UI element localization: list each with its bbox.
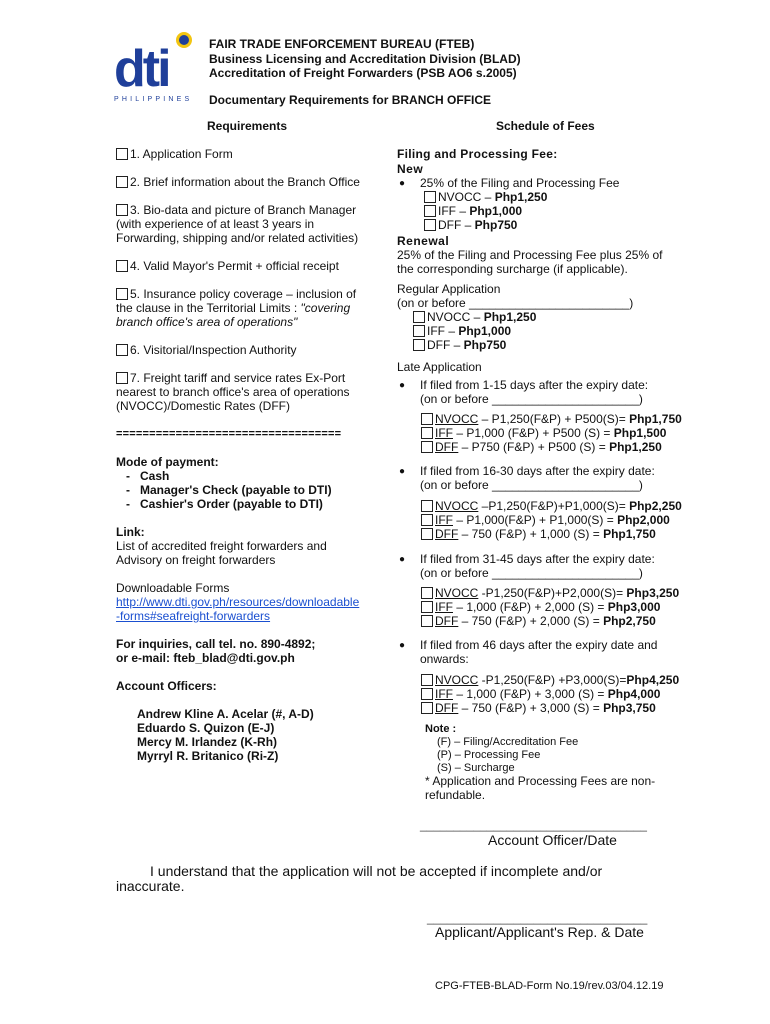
regular-fee-nvocc: NVOCC – Php1,250 [413,310,536,325]
req-item-7-line3: (NVOCC)/Domestic Rates (DFF) [116,399,291,413]
officer-name: Mercy M. Irlandez (K-Rh) [137,735,278,749]
payment-item: - Manager's Check (payable to DTI) [126,483,332,497]
applicant-signature-label: Applicant/Applicant's Rep. & Date [435,924,644,940]
requirements-heading: Requirements [207,119,288,133]
regular-fee-iff: IFF – Php1,000 [413,324,511,339]
late-fee-row: NVOCC -P1,250(F&P)+P2,000(S)= Php3,250 [421,586,679,601]
new-fee-nvocc: NVOCC – Php1,250 [424,190,547,205]
checkbox[interactable] [116,148,128,160]
svg-text:dti: dti [114,40,169,98]
late-cond: If filed from 46 days after the expiry date and [420,638,658,652]
late-fee-row: IFF – P1,000 (F&P) + P500 (S) = Php1,500 [421,426,666,441]
late-cond-date: onwards: [420,652,469,666]
req-item-3: 3. Bio-data and picture of Branch Manager [116,203,356,218]
late-fee-row: IFF – P1,000(F&P) + P1,000(S) = Php2,000 [421,513,670,528]
req-item-3-line3: Forwarding, shipping and/or related activities) [116,231,359,245]
bullet-icon: ● [399,554,406,565]
checkbox[interactable] [421,688,433,700]
bullet-icon: ● [399,466,406,477]
checkbox[interactable] [421,674,433,686]
late-fee-row: DFF – 750 (F&P) + 2,000 (S) = Php2,750 [421,614,656,629]
late-fee-row: NVOCC -P1,250(F&P) +P3,000(S)=Php4,250 [421,673,679,688]
late-fee-row: NVOCC –P1,250(F&P)+P1,000(S)= Php2,250 [421,499,682,514]
late-cond: If filed from 1-15 days after the expiry date: [420,378,649,392]
officer-name: Eduardo S. Quizon (E-J) [137,721,275,735]
req-item-3-line2: (with experience of at least 3 years in [116,217,315,231]
checkbox[interactable] [116,260,128,272]
req-item-6: 6. Visitorial/Inspection Authority [116,343,297,358]
checkbox[interactable] [421,528,433,540]
checkbox[interactable] [116,204,128,216]
checkbox[interactable] [116,288,128,300]
note-item: (S) – Surcharge [437,762,515,774]
separator: ================================== [116,428,342,440]
payment-item: - Cashier's Order (payable to DTI) [126,497,323,511]
checkbox[interactable] [424,205,436,217]
note-label: Note : [425,723,457,735]
req-item-5-line3: branch office's area of operations" [116,315,298,329]
checkbox[interactable] [421,702,433,714]
header-division: Business Licensing and Accreditation Division (BLAD) [209,52,521,66]
new-fee-dff: DFF – Php750 [424,218,517,233]
late-cond-date: (on or before ______________________) [420,392,643,406]
note-item: (F) – Filing/Accreditation Fee [437,736,579,748]
new-bullet-text: 25% of the Filing and Processing Fee [420,176,620,190]
req-item-7-line2: nearest to branch office's area of operations [116,385,350,399]
filing-heading: Filing and Processing Fee: [397,147,558,161]
regular-date: (on or before ________________________) [397,296,634,310]
req-item-5-line2: the clause in the Territorial Limits : "covering [116,301,351,315]
checkbox[interactable] [421,615,433,627]
checkbox[interactable] [421,441,433,453]
checkbox[interactable] [424,219,436,231]
late-fee-row: NVOCC – P1,250(F&P) + P500(S)= Php1,750 [421,412,682,427]
inquiries-phone: For inquiries, call tel. no. 890-4892; [116,637,316,651]
link-text-1: List of accredited freight forwarders and [116,539,327,553]
checkbox[interactable] [421,427,433,439]
checkbox[interactable] [116,176,128,188]
late-cond: If filed from 16-30 days after the expiry date: [420,464,655,478]
inquiries-email: or e-mail: fteb_blad@dti.gov.ph [116,651,295,665]
checkbox[interactable] [421,500,433,512]
header-title: FAIR TRADE ENFORCEMENT BUREAU (FTEB) [209,37,475,51]
new-label: New [397,162,424,176]
checkbox[interactable] [116,372,128,384]
new-fee-iff: IFF – Php1,000 [424,204,522,219]
note-item: (P) – Processing Fee [437,749,541,761]
renewal-text-2: the corresponding surcharge (if applicable). [397,262,628,276]
renewal-label: Renewal [397,234,450,248]
checkbox[interactable] [413,339,425,351]
req-item-4: 4. Valid Mayor's Permit + official receipt [116,259,339,274]
officers-heading: Account Officers: [116,679,217,693]
checkbox[interactable] [421,514,433,526]
req-item-7: 7. Freight tariff and service rates Ex-Port [116,371,345,386]
link-heading: Link: [116,525,145,539]
late-fee-row: IFF – 1,000 (F&P) + 3,000 (S) = Php4,000 [421,687,660,702]
downloadable-label: Downloadable Forms [116,581,230,595]
header-doc-title: Documentary Requirements for BRANCH OFFICE [209,93,492,107]
late-cond-date: (on or before ______________________) [420,478,643,492]
download-link-cont[interactable]: -forms#seafreight-forwarders [116,609,271,623]
bullet-icon: ● [399,178,406,189]
checkbox[interactable] [421,413,433,425]
officer-name: Andrew Kline A. Acelar (#, A-D) [137,707,314,721]
checkbox[interactable] [421,587,433,599]
checkbox[interactable] [413,311,425,323]
checkbox[interactable] [116,344,128,356]
nonrefund-note-cont: refundable. [425,788,486,802]
checkbox[interactable] [424,191,436,203]
nonrefund-note: * Application and Processing Fees are non- [425,774,656,788]
link-text-2: Advisory on freight forwarders [116,553,276,567]
req-item-5: 5. Insurance policy coverage – inclusion of [116,287,356,302]
late-fee-row: DFF – 750 (F&P) + 1,000 (S) = Php1,750 [421,527,656,542]
req-item-2: 2. Brief information about the Branch Office [116,175,360,190]
payment-heading: Mode of payment: [116,455,219,469]
late-cond: If filed from 31-45 days after the expiry date: [420,552,655,566]
logo-sub-text: PHILIPPINES [114,96,193,103]
late-cond-date: (on or before ______________________) [420,566,643,580]
download-link[interactable]: http://www.dti.gov.ph/resources/downloadable [116,595,360,609]
regular-fee-dff: DFF – Php750 [413,338,506,353]
officer-signature-label: Account Officer/Date [488,832,617,848]
fees-heading: Schedule of Fees [496,119,595,133]
officer-signature-line[interactable]: __________________________________ [420,818,647,832]
checkbox[interactable] [413,325,425,337]
form-number: CPG-FTEB-BLAD-Form No.19/rev.03/04.12.19 [435,980,664,992]
checkbox[interactable] [421,601,433,613]
bullet-icon: ● [399,640,406,651]
officer-name: Myrryl R. Britanico (Ri-Z) [137,749,279,763]
understand-text: I understand that the application will not be accepted if incomplete and/or [150,863,603,879]
header-accreditation: Accreditation of Freight Forwarders (PSB AO6 s.2005) [209,66,517,80]
late-label: Late Application [397,360,482,374]
applicant-signature-line[interactable]: _________________________________ [427,911,648,925]
payment-item: - Cash [126,469,170,483]
regular-label: Regular Application [397,282,501,296]
late-fee-row: DFF – 750 (F&P) + 3,000 (S) = Php3,750 [421,701,656,716]
late-fee-row: DFF – P750 (F&P) + P500 (S) = Php1,250 [421,440,662,455]
late-fee-row: IFF – 1,000 (F&P) + 2,000 (S) = Php3,000 [421,600,660,615]
understand-text-cont: inaccurate. [116,878,185,894]
bullet-icon: ● [399,380,406,391]
req-item-1: 1. Application Form [116,147,233,162]
renewal-text-1: 25% of the Filing and Processing Fee plus 25% of [397,248,663,262]
